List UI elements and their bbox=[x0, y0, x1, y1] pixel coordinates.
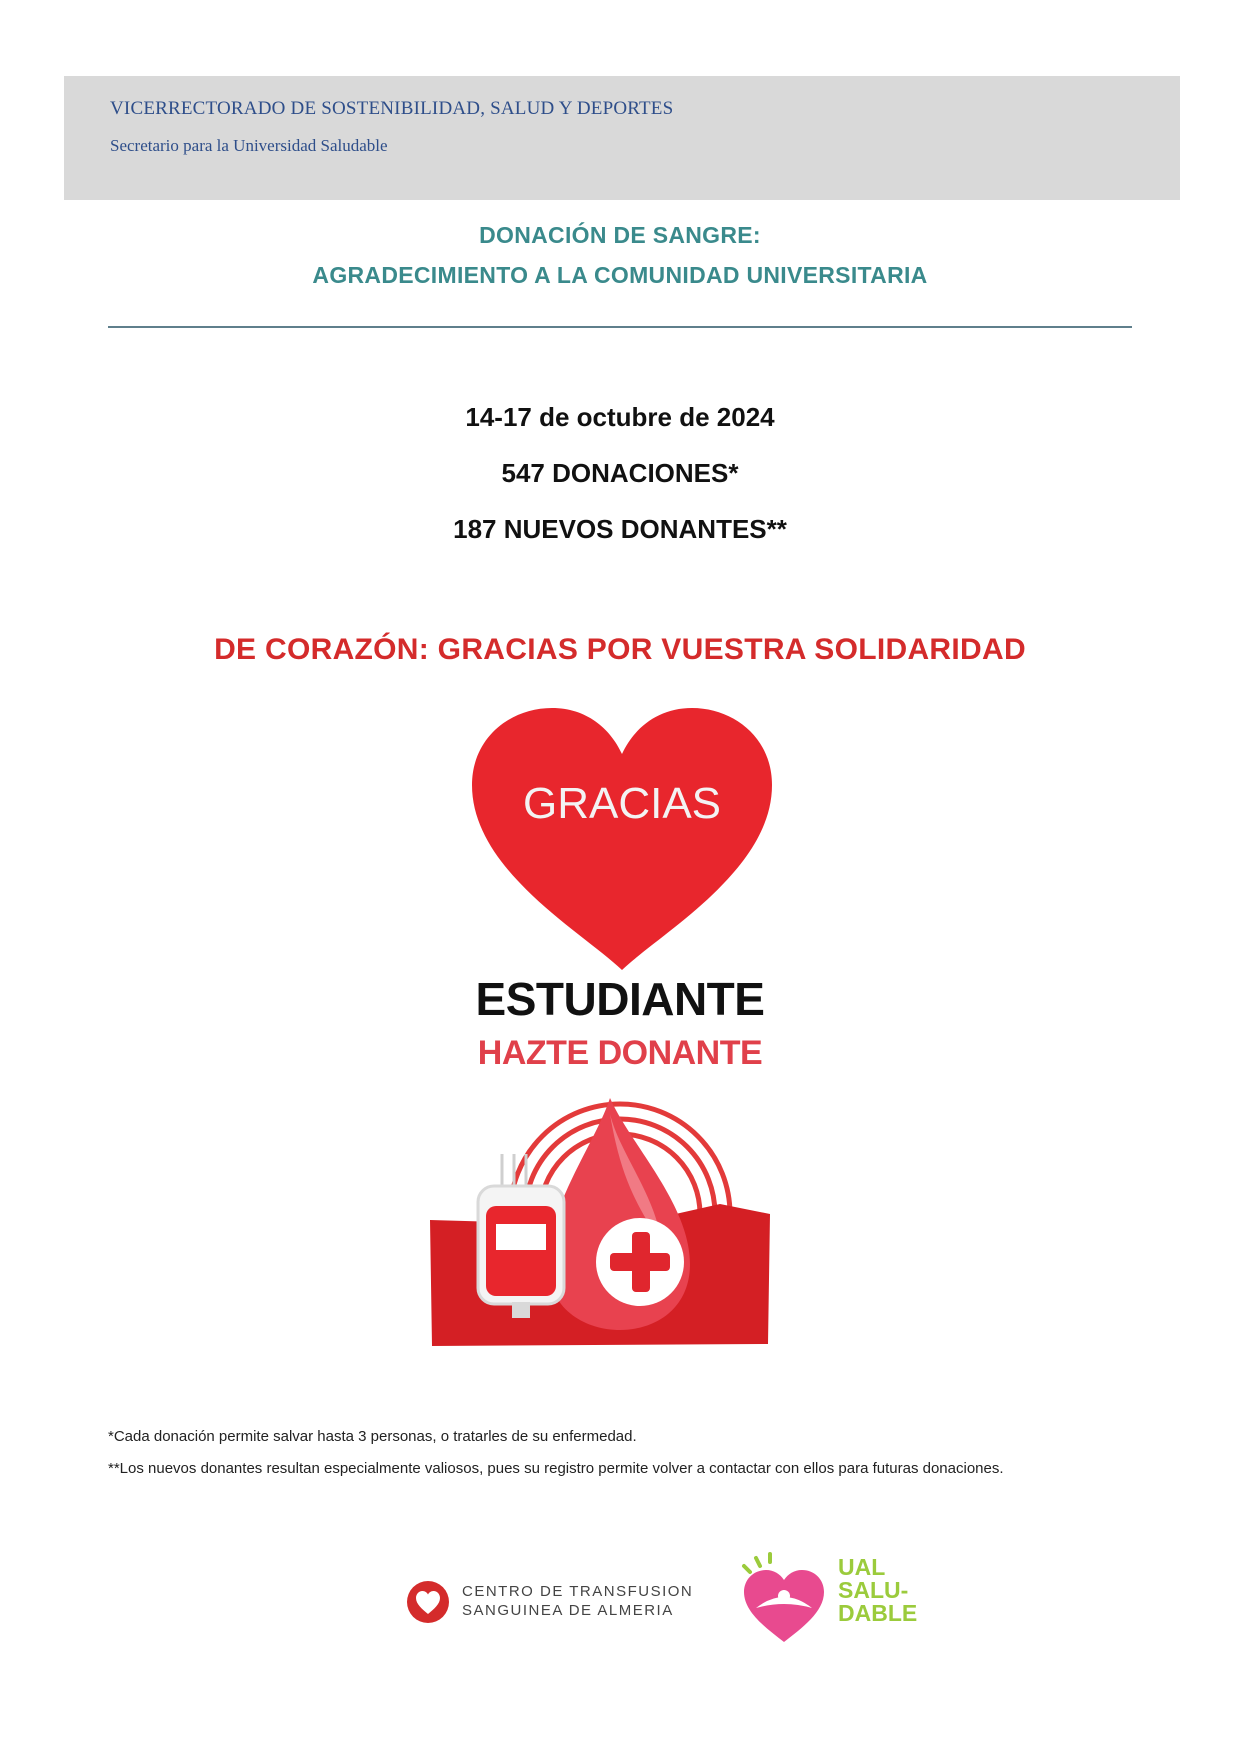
ual-line1: UAL bbox=[838, 1554, 886, 1580]
cts-line2: SANGUINEA DE ALMERIA bbox=[462, 1602, 674, 1619]
heart-icon bbox=[462, 700, 782, 980]
logo-ual-saludable bbox=[734, 1548, 918, 1658]
title-line2: AGRADECIMIENTO A LA COMUNIDAD UNIVERSITARIA bbox=[312, 262, 928, 288]
logo-centro-transfusion bbox=[406, 1578, 696, 1628]
blood-donation-illustration bbox=[430, 1094, 810, 1354]
cts-heart-icon bbox=[406, 1580, 450, 1624]
ual-line2: SALU- bbox=[838, 1577, 909, 1603]
blood-bag-icon bbox=[478, 1154, 564, 1318]
heart-text: GRACIAS bbox=[522, 779, 722, 828]
title-divider bbox=[108, 326, 1132, 328]
stat-donations: 547 DONACIONES* bbox=[501, 458, 739, 488]
ual-heart-icon bbox=[734, 1548, 834, 1648]
poster-headline: ESTUDIANTE bbox=[475, 973, 765, 1025]
stat-new-donors: 187 NUEVOS DONANTES** bbox=[453, 514, 787, 544]
stat-dates: 14-17 de octubre de 2024 bbox=[465, 402, 775, 432]
ual-line3: DABLE bbox=[838, 1600, 918, 1626]
footnote-2: **Los nuevos donantes resultan especialmente valiosos, pues su registro permite volver a contactar con ellos para futuras donaciones. bbox=[108, 1460, 1004, 1477]
thanks-message: DE CORAZÓN: GRACIAS POR VUESTRA SOLIDARIDAD bbox=[214, 633, 1026, 666]
header-band bbox=[64, 76, 1180, 200]
poster-subheadline: HAZTE DONANTE bbox=[477, 1034, 763, 1072]
header-vicerrectorado: VICERRECTORADO DE SOSTENIBILIDAD, SALUD Y DEPORTES bbox=[110, 98, 674, 119]
footnote-1: *Cada donación permite salvar hasta 3 personas, o tratarles de su enfermedad. bbox=[108, 1428, 637, 1445]
header-secretario: Secretario para la Universidad Saludable bbox=[110, 136, 388, 155]
cts-line1: CENTRO DE TRANSFUSION bbox=[462, 1583, 694, 1600]
title-line1: DONACIÓN DE SANGRE: bbox=[479, 222, 761, 248]
